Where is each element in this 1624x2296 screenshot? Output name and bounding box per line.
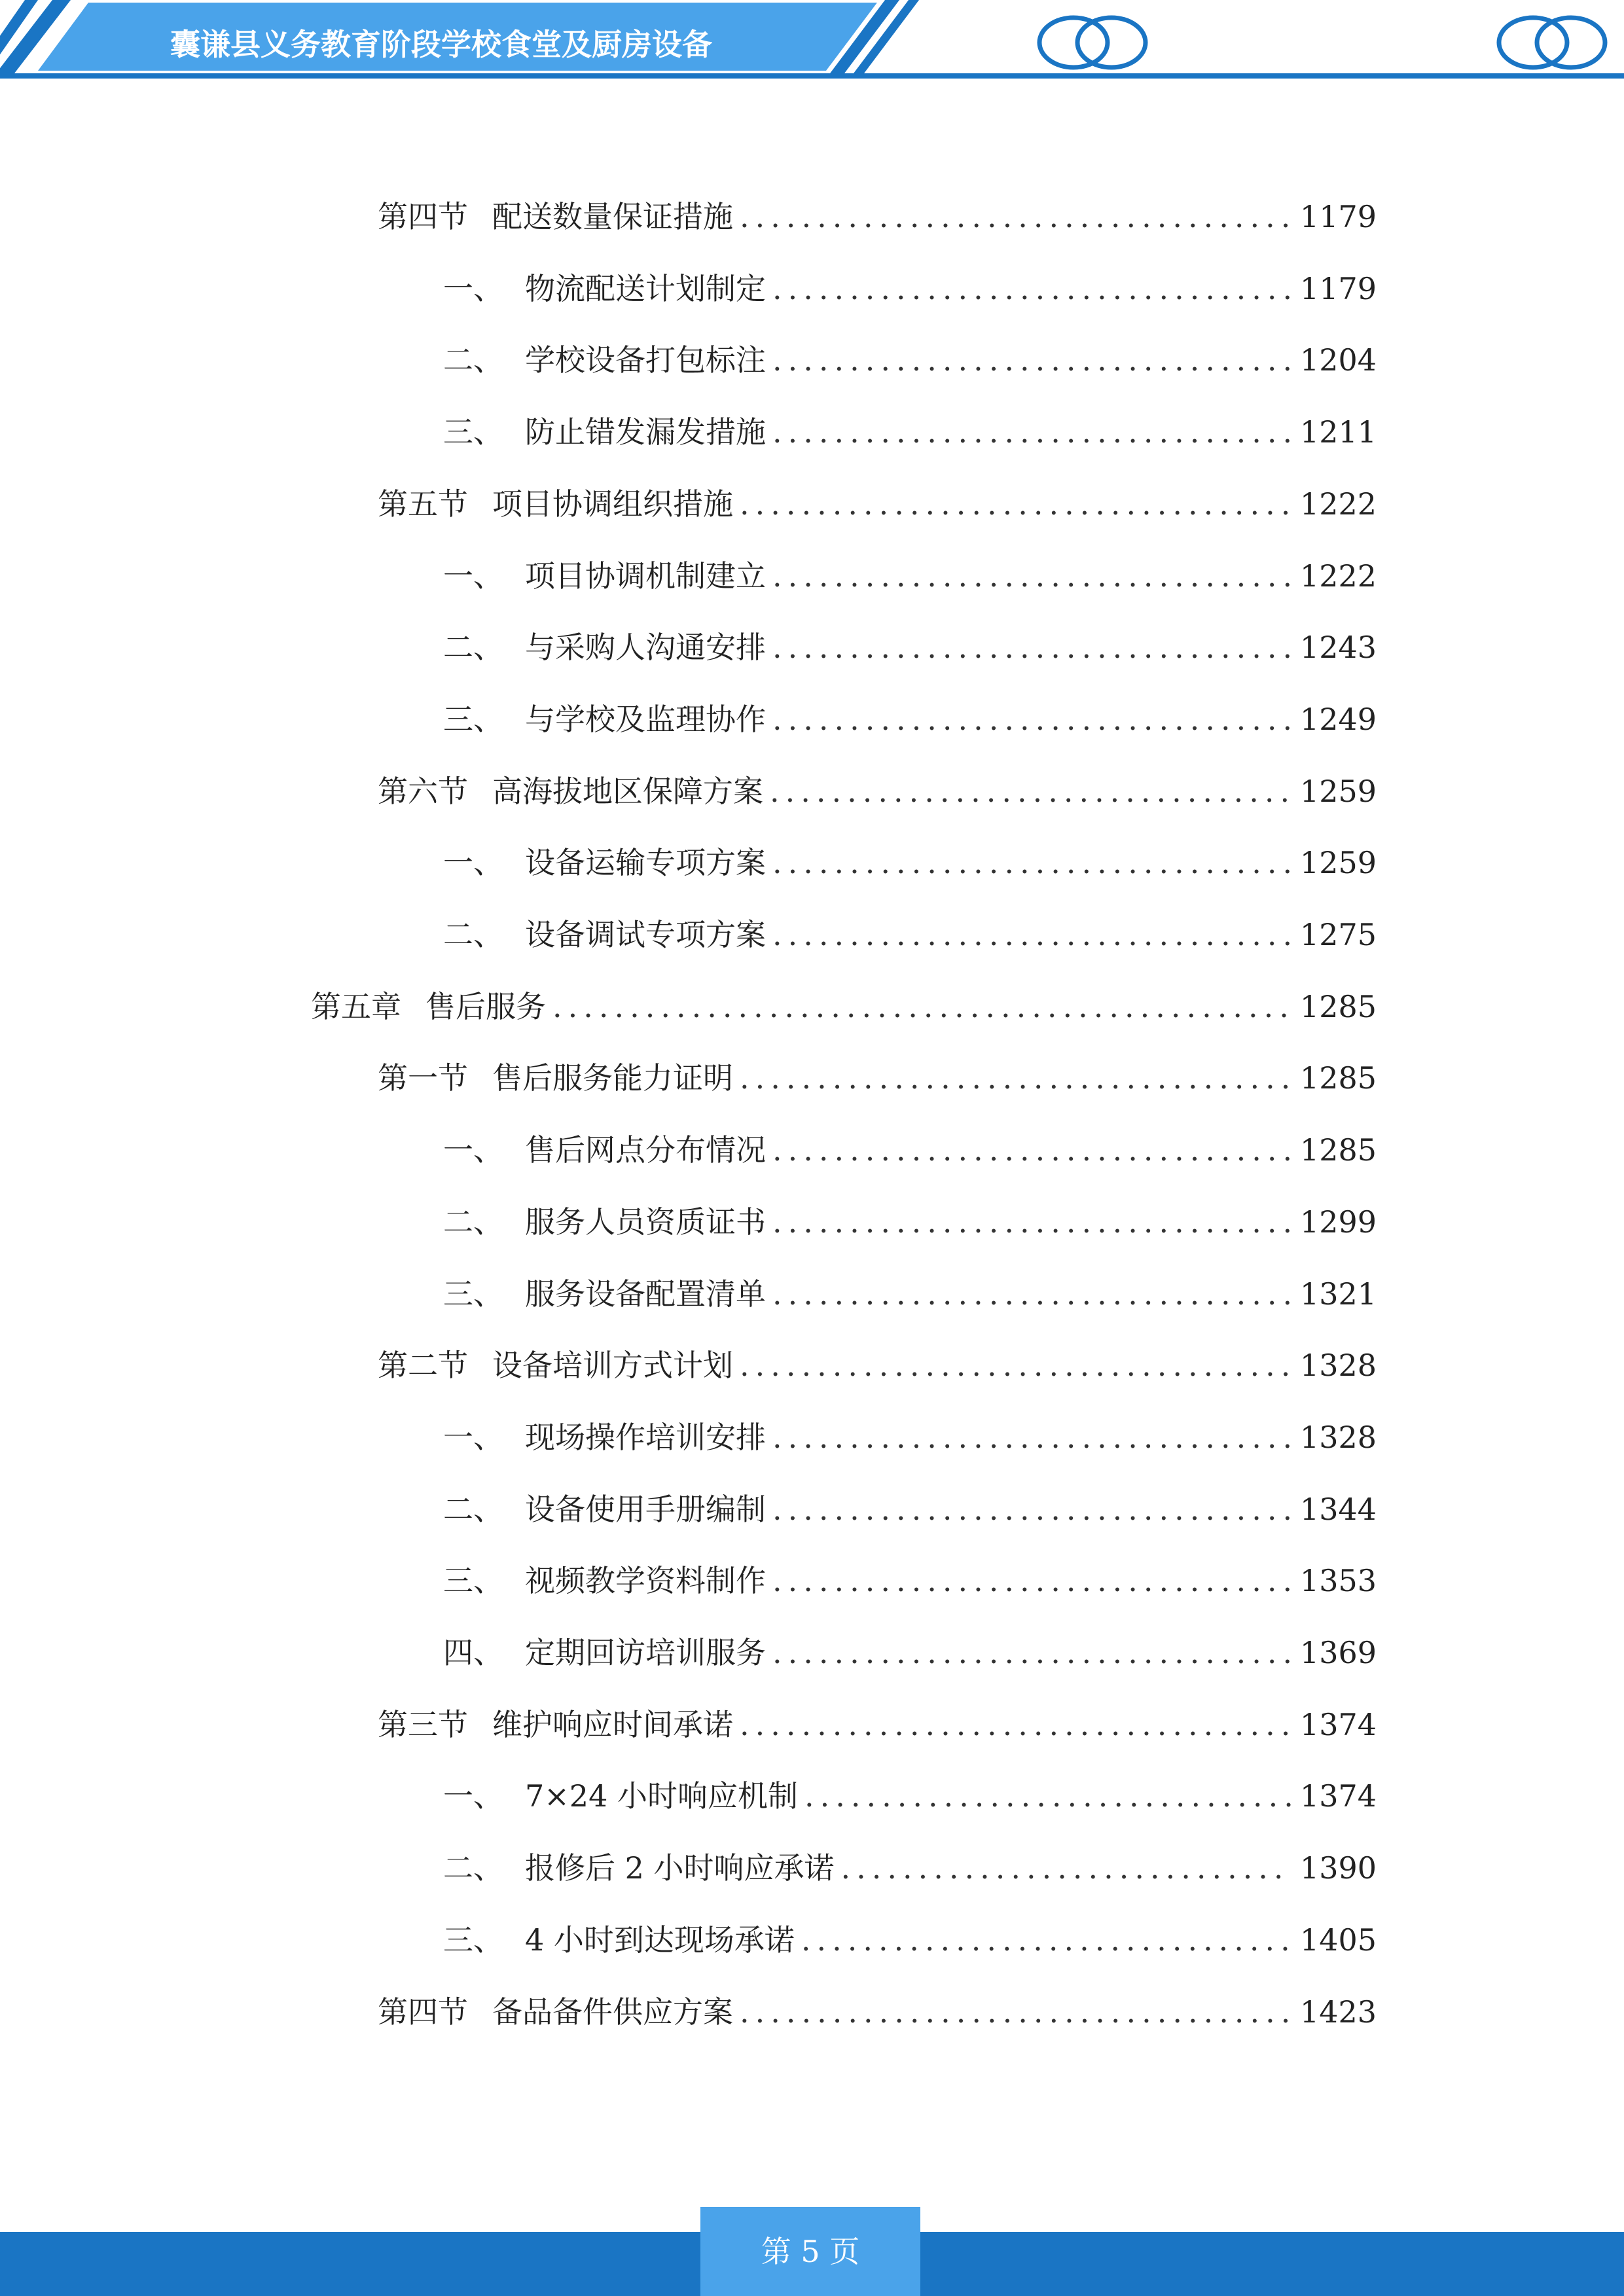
toc-entry-page: 1259 — [1299, 845, 1377, 881]
toc-entry-page: 1405 — [1299, 1922, 1377, 1958]
toc-entry-number: 四、 — [443, 1635, 503, 1670]
toc-entry[interactable] — [443, 1626, 1377, 1679]
toc-entry-page: 1285 — [1299, 1060, 1377, 1096]
toc-dot-leader — [740, 1339, 1291, 1391]
toc-entry-title: 报修后 2 小时响应承诺 — [525, 1850, 835, 1886]
toc-entry-title: 维护响应时间承诺 — [492, 1706, 733, 1742]
toc-entry-page: 1285 — [1299, 988, 1377, 1024]
toc-entry-page: 1328 — [1299, 1348, 1377, 1384]
toc-entry-title: 服务设备配置清单 — [525, 1276, 766, 1312]
toc-entry-number: 二、 — [443, 1491, 503, 1527]
toc-entry-title: 学校设备打包标注 — [525, 342, 766, 378]
toc-entry-title: 物流配送计划制定 — [525, 270, 766, 306]
toc-dot-leader — [772, 1626, 1291, 1679]
toc-entry-page: 1374 — [1299, 1706, 1377, 1742]
toc-entry-page: 1259 — [1299, 773, 1377, 809]
double-ring-logo-icon — [1034, 13, 1152, 72]
toc-dot-leader — [740, 190, 1291, 243]
toc-dot-leader — [772, 550, 1291, 602]
toc-entry-page: 1204 — [1299, 342, 1377, 378]
toc-entry-page: 1299 — [1299, 1204, 1377, 1240]
toc-dot-leader — [772, 1268, 1291, 1320]
toc-entry-title: 防止错发漏发措施 — [525, 414, 766, 450]
toc-dot-leader — [772, 262, 1291, 315]
toc-entry-page: 1222 — [1299, 558, 1377, 594]
toc-dot-leader — [740, 1986, 1291, 2038]
toc-entry-number: 二、 — [443, 342, 503, 378]
toc-entry-title: 售后网点分布情况 — [525, 1132, 766, 1168]
toc-entry-page: 1275 — [1299, 917, 1377, 952]
toc-entry-number: 一、 — [443, 845, 503, 881]
toc-dot-leader — [804, 1770, 1291, 1822]
toc-entry[interactable] — [443, 1268, 1377, 1320]
toc-dot-leader — [772, 334, 1291, 386]
toc-entry-page: 1249 — [1299, 701, 1377, 737]
toc-entry-page: 1179 — [1299, 199, 1377, 234]
toc-entry-page: 1374 — [1299, 1778, 1377, 1814]
toc-entry[interactable] — [311, 980, 1377, 1033]
toc-entry-title: 现场操作培训安排 — [525, 1419, 766, 1455]
toc-entry[interactable] — [443, 406, 1377, 458]
toc-entry[interactable] — [443, 1842, 1377, 1894]
toc-entry-page: 1243 — [1299, 630, 1377, 666]
toc-entry[interactable] — [378, 1986, 1377, 2038]
toc-dot-leader — [740, 478, 1291, 530]
toc-entry-page: 1328 — [1299, 1419, 1377, 1455]
toc-entry-title: 配送数量保证措施 — [492, 199, 733, 234]
toc-entry-title: 备品备件供应方案 — [492, 1994, 733, 2030]
toc-entry-number: 第五章 — [311, 988, 401, 1024]
toc-entry[interactable] — [443, 908, 1377, 961]
toc-entry-number: 三、 — [443, 701, 503, 737]
toc-dot-leader — [552, 980, 1291, 1033]
toc-entry-page: 1179 — [1299, 270, 1377, 306]
toc-entry-number: 三、 — [443, 1922, 503, 1958]
page-header — [0, 0, 1624, 88]
toc-dot-leader — [772, 693, 1291, 745]
toc-dot-leader — [740, 1698, 1291, 1751]
toc-entry-number: 第四节 — [378, 199, 468, 234]
toc-entry-number: 一、 — [443, 1778, 503, 1814]
toc-entry-page: 1285 — [1299, 1132, 1377, 1168]
toc-entry[interactable] — [378, 1698, 1377, 1751]
toc-entry[interactable] — [443, 621, 1377, 673]
toc-entry-number: 二、 — [443, 917, 503, 952]
toc-dot-leader — [772, 908, 1291, 961]
toc-entry-title: 设备培训方式计划 — [492, 1348, 733, 1384]
toc-entry[interactable] — [378, 1052, 1377, 1104]
toc-entry[interactable] — [378, 478, 1377, 530]
toc-entry-title: 设备调试专项方案 — [525, 917, 766, 952]
toc-entry-number: 二、 — [443, 1204, 503, 1240]
toc-entry[interactable] — [443, 1411, 1377, 1463]
toc-entry-number: 第二节 — [378, 1348, 468, 1384]
toc-entry[interactable] — [443, 1770, 1377, 1822]
toc-entry-number: 一、 — [443, 270, 503, 306]
toc-entry-title: 视频教学资料制作 — [525, 1563, 766, 1599]
page-number: 第 5 页 — [700, 2207, 920, 2296]
toc-entry[interactable] — [443, 550, 1377, 602]
toc-entry-number: 二、 — [443, 630, 503, 666]
toc-dot-leader — [772, 1483, 1291, 1535]
toc-entry-title: 项目协调机制建立 — [525, 558, 766, 594]
header-title: 囊谦县义务教育阶段学校食堂及厨房设备 — [170, 27, 712, 62]
toc-entry[interactable] — [378, 765, 1377, 817]
toc-entry-title: 售后服务能力证明 — [492, 1060, 733, 1096]
toc-entry-page: 1321 — [1299, 1276, 1377, 1312]
toc-entry-title: 服务人员资质证书 — [525, 1204, 766, 1240]
toc-entry-page: 1390 — [1299, 1850, 1377, 1886]
toc-entry[interactable] — [443, 1554, 1377, 1607]
toc-dot-leader — [772, 1411, 1291, 1463]
toc-dot-leader — [772, 621, 1291, 673]
toc-entry[interactable] — [443, 1914, 1377, 1966]
toc-entry-page: 1222 — [1299, 486, 1377, 522]
toc-entry[interactable] — [443, 1124, 1377, 1176]
toc-entry-title: 售后服务 — [425, 988, 546, 1024]
toc-entry-number: 二、 — [443, 1850, 503, 1886]
toc-dot-leader — [772, 1554, 1291, 1607]
toc-entry-number: 一、 — [443, 558, 503, 594]
toc-entry-title: 高海拔地区保障方案 — [492, 773, 763, 809]
toc-entry[interactable] — [443, 334, 1377, 386]
toc-dot-leader — [740, 1052, 1291, 1104]
toc-entry-number: 第五节 — [378, 486, 468, 522]
toc-entry-page: 1211 — [1299, 414, 1377, 450]
toc-entry-number: 三、 — [443, 414, 503, 450]
toc-entry-number: 第三节 — [378, 1706, 468, 1742]
toc-entry-number: 第六节 — [378, 773, 468, 809]
toc-entry[interactable] — [378, 190, 1377, 243]
toc-dot-leader — [772, 1124, 1291, 1176]
toc-entry[interactable] — [443, 262, 1377, 315]
toc-entry-page: 1369 — [1299, 1635, 1377, 1670]
toc-entry-number: 一、 — [443, 1419, 503, 1455]
toc-dot-leader — [772, 406, 1291, 458]
toc-entry-page: 1423 — [1299, 1994, 1377, 2030]
toc-dot-leader — [772, 836, 1291, 889]
toc-entry-number: 第一节 — [378, 1060, 468, 1096]
toc-entry[interactable] — [378, 1339, 1377, 1391]
toc-entry-title: 与学校及监理协作 — [525, 701, 766, 737]
toc-entry-title: 4 小时到达现场承诺 — [525, 1922, 795, 1958]
toc-entry-number: 三、 — [443, 1276, 503, 1312]
toc-entry[interactable] — [443, 693, 1377, 745]
double-ring-logo-icon — [1494, 13, 1612, 72]
toc-entry[interactable] — [443, 1483, 1377, 1535]
toc-entry-page: 1353 — [1299, 1563, 1377, 1599]
toc-entry-title: 设备使用手册编制 — [525, 1491, 766, 1527]
toc-dot-leader — [770, 765, 1291, 817]
toc-entry-title: 定期回访培训服务 — [525, 1635, 766, 1670]
toc-entry-number: 一、 — [443, 1132, 503, 1168]
toc-entry[interactable] — [443, 836, 1377, 889]
toc-entry[interactable] — [443, 1196, 1377, 1248]
toc-dot-leader — [772, 1196, 1291, 1248]
toc-entry-number: 三、 — [443, 1563, 503, 1599]
toc-entry-title: 设备运输专项方案 — [525, 845, 766, 881]
toc-entry-title: 项目协调组织措施 — [492, 486, 733, 522]
toc-entry-number: 第四节 — [378, 1994, 468, 2030]
toc-dot-leader — [801, 1914, 1291, 1966]
toc-entry-page: 1344 — [1299, 1491, 1377, 1527]
toc-entry-title: 7×24 小时响应机制 — [525, 1778, 798, 1814]
toc-entry-title: 与采购人沟通安排 — [525, 630, 766, 666]
toc-dot-leader — [841, 1842, 1291, 1894]
